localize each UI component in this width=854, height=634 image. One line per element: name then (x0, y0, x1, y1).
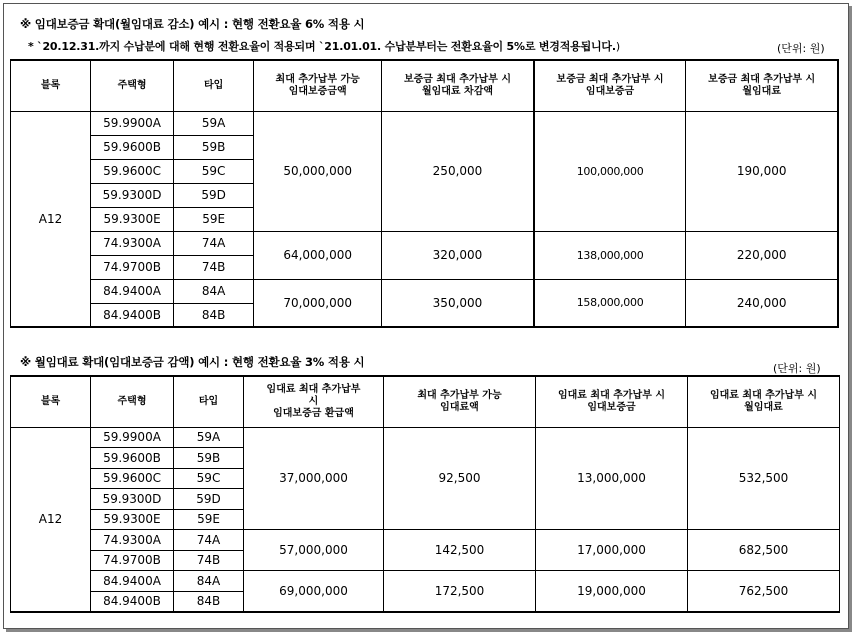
value-cell: 158,000,000 (534, 279, 686, 327)
housing-type-cell: 74.9300A (91, 231, 174, 255)
housing-type-cell: 59.9300D (91, 489, 174, 510)
column-header: 최대 추가납부 가능 임대료액 (384, 376, 536, 427)
table-row (11, 231, 839, 255)
value-cell: 532,500 (688, 427, 840, 530)
housing-type-cell: 74.9700B (91, 255, 174, 279)
type-cell: 84A (174, 279, 254, 303)
type-cell: 59B (174, 448, 244, 469)
block-cell: A12 (11, 111, 91, 327)
value-cell: 682,500 (688, 530, 840, 571)
housing-type-cell: 59.9900A (91, 427, 174, 448)
value-cell: 250,000 (382, 111, 534, 231)
section1-table (10, 59, 839, 328)
table-header-row (11, 376, 840, 427)
type-cell: 59C (174, 468, 244, 489)
column-header: 타입 (174, 60, 254, 111)
value-cell: 320,000 (382, 231, 534, 279)
value-cell: 19,000,000 (536, 571, 688, 612)
table-header-row (11, 60, 839, 111)
section1-note-text: * `20.12.31.까지 수납분에 대해 현행 전환요율이 적용되며 `21.01.01. 수납분부터는 전환요율이 5%로 변경적용됩니다. (28, 40, 616, 53)
value-cell: 70,000,000 (254, 279, 382, 327)
section1-note (28, 38, 620, 54)
value-cell: 64,000,000 (254, 231, 382, 279)
housing-type-cell: 59.9600C (91, 468, 174, 489)
housing-type-cell: 84.9400B (91, 591, 174, 612)
column-header: 보증금 최대 추가납부 시 임대보증금 (534, 60, 686, 111)
value-cell: 50,000,000 (254, 111, 382, 231)
column-header: 타입 (174, 376, 244, 427)
housing-type-cell: 84.9400A (91, 571, 174, 592)
column-header: 보증금 최대 추가납부 시 월임대료 (686, 60, 838, 111)
housing-type-cell: 59.9300D (91, 183, 174, 207)
value-cell: 138,000,000 (534, 231, 686, 279)
section1-unit: (단위: 원) (777, 42, 825, 55)
column-header: 블록 (11, 376, 91, 427)
housing-type-cell: 74.9300A (91, 530, 174, 551)
table-row (11, 279, 839, 303)
housing-type-cell: 59.9900A (91, 111, 174, 135)
value-cell: 172,500 (384, 571, 536, 612)
section2-table (10, 375, 840, 613)
column-header: 블록 (11, 60, 91, 111)
type-cell: 74A (174, 530, 244, 551)
section1-title: ※ 임대보증금 확대(월임대료 감소) 예시 : 현행 전환요율 6% 적용 시 (20, 17, 365, 31)
type-cell: 59D (174, 183, 254, 207)
type-cell: 84B (174, 591, 244, 612)
table-row (11, 571, 840, 592)
table-row (11, 427, 840, 448)
table-row (11, 530, 840, 551)
column-header: 보증금 최대 추가납부 시 월임대료 차감액 (382, 60, 534, 111)
housing-type-cell: 59.9300E (91, 207, 174, 231)
value-cell: 762,500 (688, 571, 840, 612)
type-cell: 74B (174, 255, 254, 279)
type-cell: 84A (174, 571, 244, 592)
section1-note-paren: ) (615, 40, 620, 53)
section2-title: ※ 월임대료 확대(임대보증금 감액) 예시 : 현행 전환요율 3% 적용 시 (20, 355, 365, 369)
type-cell: 74A (174, 231, 254, 255)
column-header: 최대 추가납부 가능 임대보증금액 (254, 60, 382, 111)
value-cell: 142,500 (384, 530, 536, 571)
housing-type-cell: 59.9300E (91, 509, 174, 530)
column-header: 임대료 최대 추가납부 시 임대보증금 환급액 (244, 376, 384, 427)
value-cell: 37,000,000 (244, 427, 384, 530)
housing-type-cell: 84.9400A (91, 279, 174, 303)
value-cell: 100,000,000 (534, 111, 686, 231)
type-cell: 59E (174, 207, 254, 231)
column-header: 주택형 (91, 60, 174, 111)
housing-type-cell: 84.9400B (91, 303, 174, 327)
column-header: 주택형 (91, 376, 174, 427)
type-cell: 59C (174, 159, 254, 183)
type-cell: 59A (174, 111, 254, 135)
housing-type-cell: 74.9700B (91, 550, 174, 571)
type-cell: 74B (174, 550, 244, 571)
value-cell: 92,500 (384, 427, 536, 530)
type-cell: 59B (174, 135, 254, 159)
table-row (11, 111, 839, 135)
type-cell: 59A (174, 427, 244, 448)
section2-unit: (단위: 원) (773, 362, 821, 375)
value-cell: 69,000,000 (244, 571, 384, 612)
value-cell: 220,000 (686, 231, 838, 279)
value-cell: 190,000 (686, 111, 838, 231)
block-cell: A12 (11, 427, 91, 612)
value-cell: 240,000 (686, 279, 838, 327)
housing-type-cell: 59.9600B (91, 135, 174, 159)
value-cell: 17,000,000 (536, 530, 688, 571)
column-header: 임대료 최대 추가납부 시 월임대료 (688, 376, 840, 427)
value-cell: 350,000 (382, 279, 534, 327)
housing-type-cell: 59.9600C (91, 159, 174, 183)
type-cell: 59D (174, 489, 244, 510)
value-cell: 13,000,000 (536, 427, 688, 530)
value-cell: 57,000,000 (244, 530, 384, 571)
column-header: 임대료 최대 추가납부 시 임대보증금 (536, 376, 688, 427)
type-cell: 84B (174, 303, 254, 327)
type-cell: 59E (174, 509, 244, 530)
housing-type-cell: 59.9600B (91, 448, 174, 469)
